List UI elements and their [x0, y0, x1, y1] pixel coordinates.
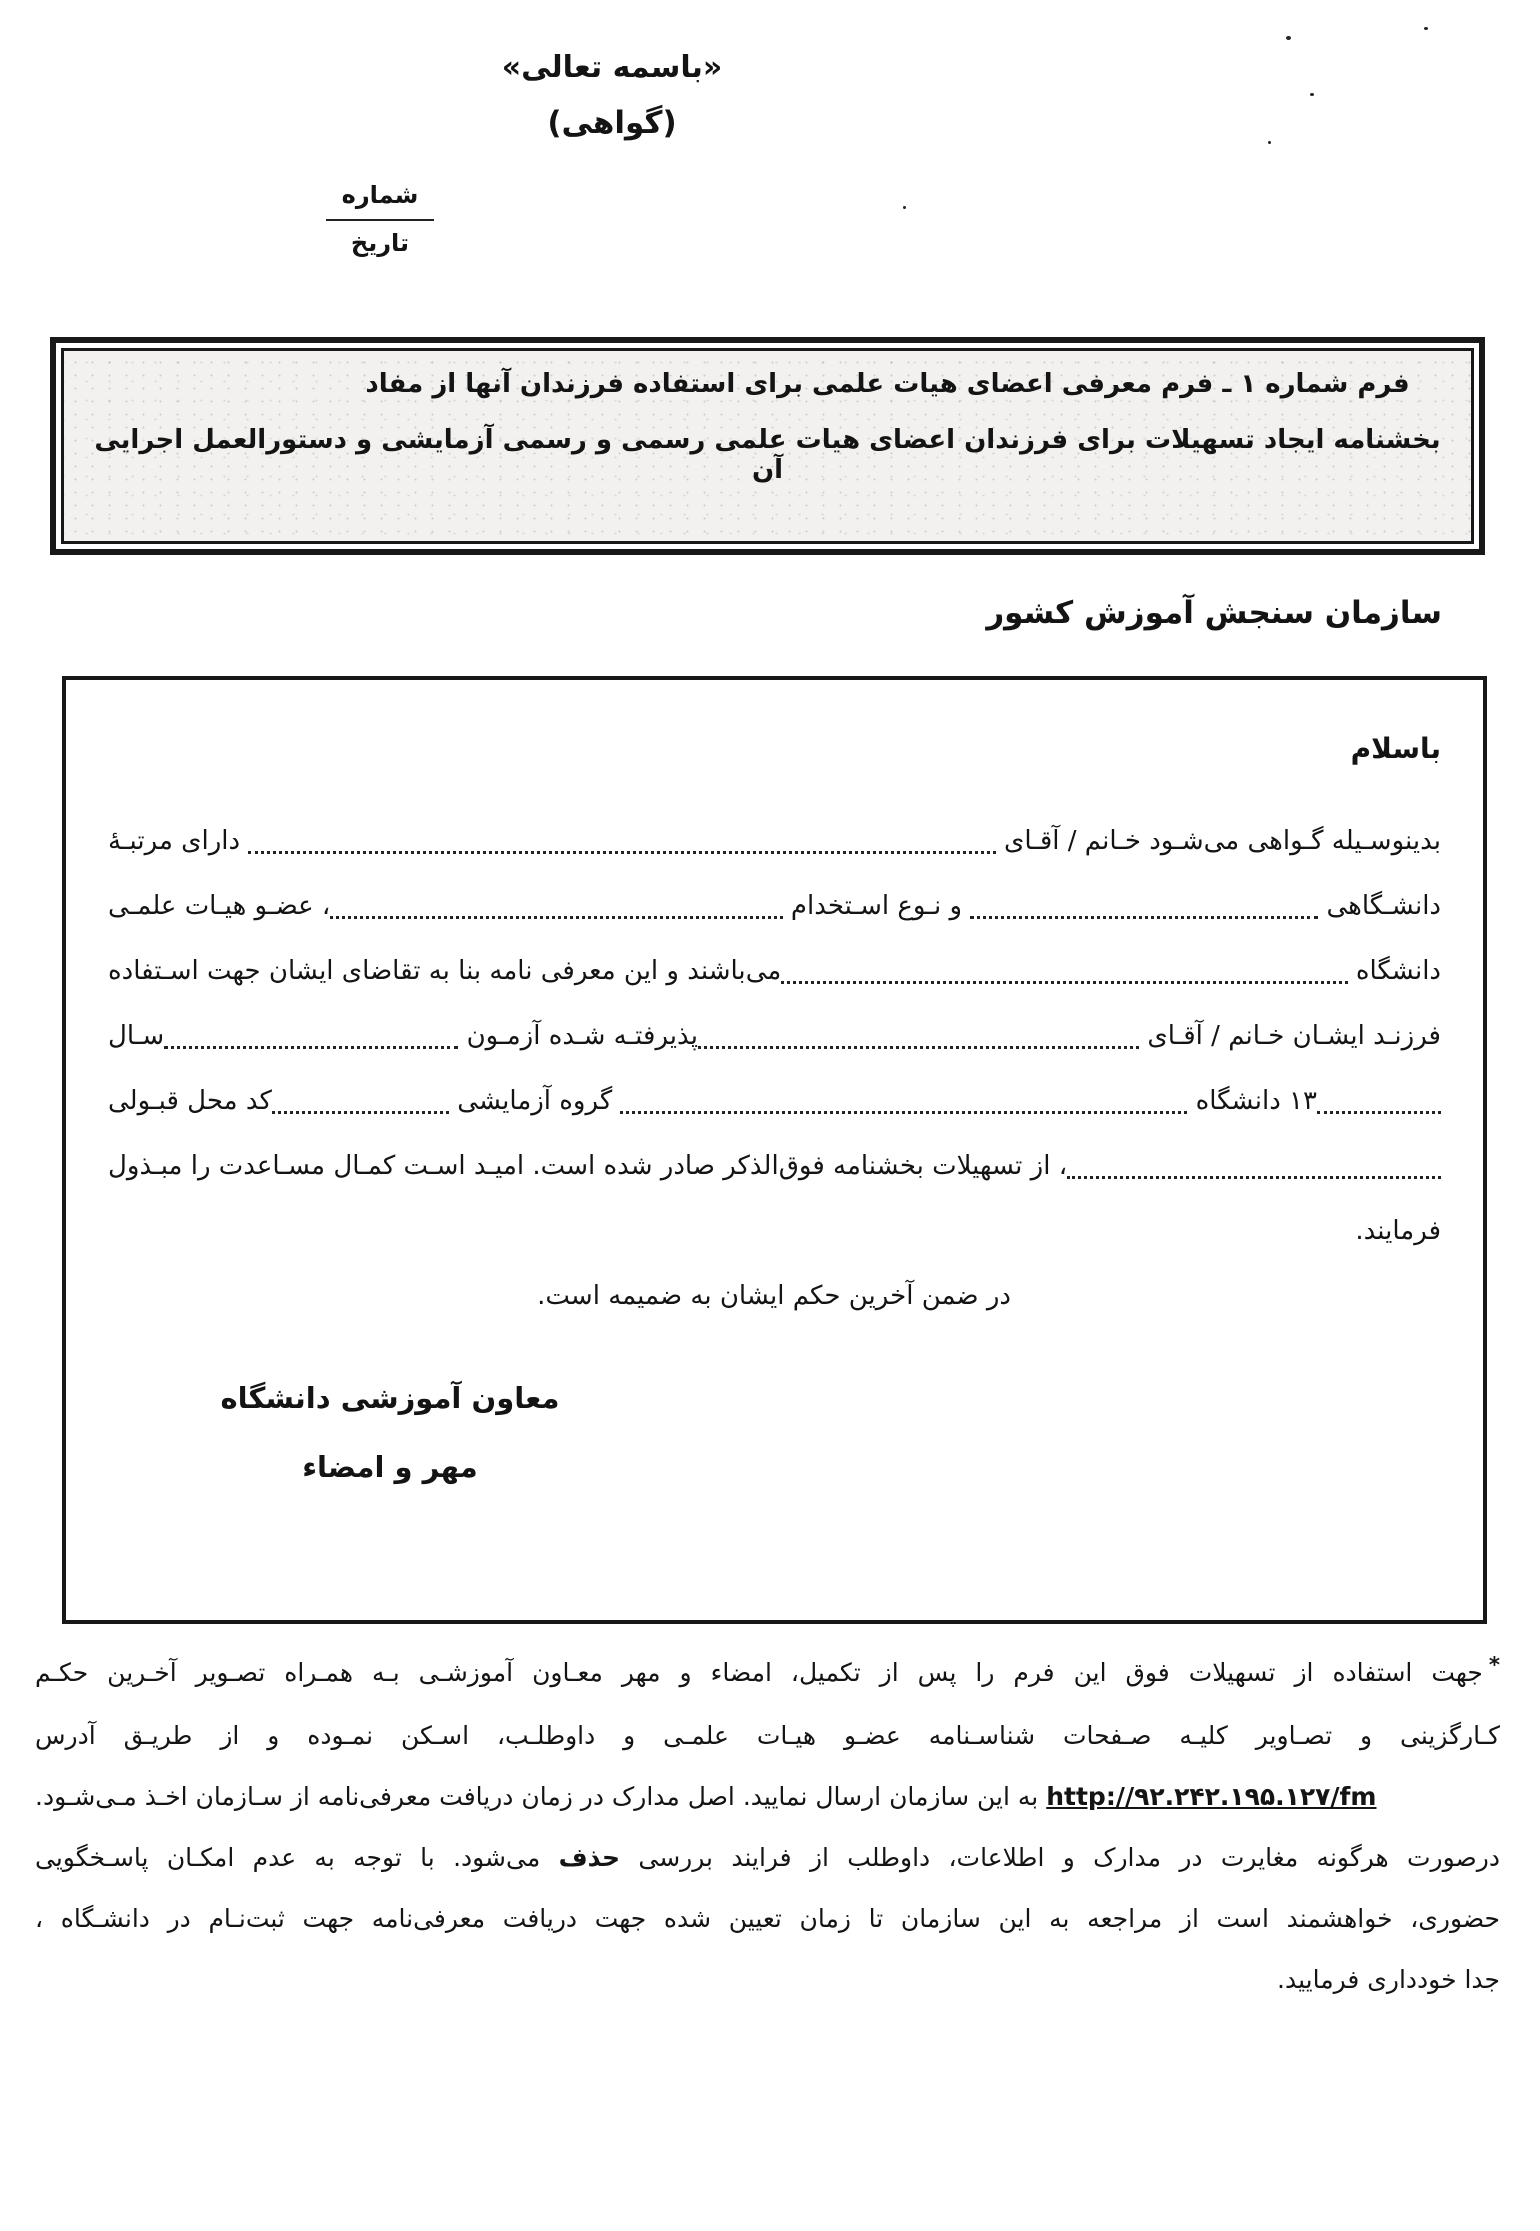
footnote-line	[35, 1949, 1500, 2010]
certificate-line	[108, 1264, 1441, 1329]
dotted-blank-field	[970, 916, 1318, 919]
text-segment: فرزنـد ایشـان خـانم / آقـای	[1139, 1021, 1441, 1051]
footnote-line	[35, 1827, 1500, 1888]
submission-url: http://۹۲.۲۴۲.۱۹۵.۱۲۷/fm	[1046, 1782, 1377, 1811]
dotted-blank-field	[248, 851, 995, 854]
footnote-asterisk: *	[1488, 1653, 1500, 1678]
date-label: تاریخ	[350, 229, 410, 257]
signature-block	[180, 1381, 600, 1484]
text-segment: به این سازمان ارسال نمایید. اصل مدارک در زمان دریافت معرفی‌نامه از سـازمان اخـذ مـی‌شـود.	[35, 1782, 1047, 1811]
salutation: باسلام	[1350, 732, 1441, 765]
scan-noise-dot	[1424, 27, 1428, 30]
certificate-line	[108, 874, 1441, 939]
text-segment: حذف	[558, 1843, 621, 1872]
certificate-body	[108, 809, 1441, 1329]
certificate-line	[108, 809, 1441, 874]
form-title-line1: فرم شماره ۱ ـ فرم معرفی اعضای هیات علمی برای استفاده فرزندان آنها از مفاد	[365, 369, 1410, 399]
text-segment: جدا خودداری فرمایید.	[1277, 1965, 1500, 1994]
organization-name: سازمان سنجش آموزش کشور	[986, 595, 1442, 631]
text-segment: پذیرفتـه شـده آزمـون	[458, 1021, 698, 1051]
signature-stamp-label: مهر و امضاء	[302, 1450, 478, 1484]
dotted-blank-field	[1317, 1111, 1441, 1114]
text-segment: دانشـگاهی	[1318, 891, 1441, 921]
text-segment: کد محل قبـولی	[108, 1086, 272, 1116]
footnote	[35, 1642, 1500, 2010]
text-segment: دانشگاه	[1347, 956, 1441, 986]
dotted-blank-field	[164, 1046, 458, 1049]
text-segment: درصورت هرگونه مغایرت در مدارک و اطلاعات، داوطلب از فرایند بررسی	[620, 1843, 1500, 1872]
text-segment: بدینوسـیله گـواهی می‌شـود خـانم / آقـای	[995, 826, 1441, 856]
scan-noise-dot	[903, 206, 906, 209]
text-segment: گروه آزمایشی	[449, 1086, 621, 1116]
text-segment: ، عضـو هیـات علمـی	[108, 891, 331, 921]
scan-noise-dot	[1286, 36, 1291, 40]
dotted-blank-field	[272, 1111, 449, 1114]
form-title-box	[50, 337, 1485, 555]
signature-role: معاون آموزشی دانشگاه	[220, 1381, 560, 1415]
text-segment: ۱۳ دانشگاه	[1187, 1086, 1317, 1116]
certificate-line	[108, 1199, 1441, 1264]
text-segment: و نـوع اسـتخدام	[782, 891, 971, 921]
text-segment: می‌باشند و این معرفی نامه بنا به تقاضای ایشان جهت اسـتفاده	[108, 956, 782, 986]
number-date-block	[326, 181, 434, 257]
certificate-line	[108, 939, 1441, 1004]
dotted-blank-field	[781, 981, 1347, 984]
text-segment: دارای مرتبـۀ	[108, 826, 249, 856]
dotted-blank-field	[330, 916, 782, 919]
text-segment: سـال	[108, 1021, 165, 1051]
dotted-blank-field	[698, 1046, 1139, 1049]
text-segment: کـارگزینی و تصـاویر کلیـه صـفحات شناسـنامه عضـو هیـات علمـی و داوطلـب، اسـکن نمـوده و از طریـق آدرس	[35, 1721, 1500, 1750]
footnote-line	[35, 1705, 1500, 1766]
certificate-line	[108, 1134, 1441, 1199]
certificate-box	[62, 676, 1487, 1624]
scan-noise-dot	[1268, 141, 1271, 144]
footnote-line	[35, 1766, 1500, 1827]
text-segment: جهت استفاده از تسهیلات فوق این فرم را پس از تکمیل، امضاء و مهر معـاون آموزشـی بـه همـراه تصـویر آخـرین حکـم	[35, 1658, 1483, 1687]
dotted-blank-field	[1067, 1176, 1441, 1179]
form-title-box-inner	[61, 348, 1474, 544]
certificate-heading: (گواهی)	[547, 105, 677, 141]
certificate-line	[108, 1004, 1441, 1069]
text-segment: حضوری، خواهشمند است از مراجعه به این سازمان تا زمان تعیین شده جهت دریافت معرفی‌نامه جهت ثبت‌نـام در دانشـگاه ،	[35, 1904, 1500, 1933]
number-label: شماره	[326, 181, 434, 221]
text-segment: می‌شود. با توجه به عدم امکـان پاسـخگویی	[35, 1843, 559, 1872]
text-segment: ، از تسهیلات بخشنامه فوق‌الذکر صادر شده است. امیـد اسـت کمـال مسـاعدت را مبـذول	[108, 1151, 1068, 1181]
certificate-line	[108, 1069, 1441, 1134]
document-header	[0, 0, 1540, 141]
dotted-blank-field	[620, 1111, 1187, 1114]
besmele-heading: «باسمه تعالی»	[501, 50, 723, 85]
footnote-line	[35, 1642, 1500, 1705]
text-segment: فرمایند.	[1355, 1216, 1441, 1246]
text-segment: در ضمن آخرین حکم ایشان به ضمیمه است.	[537, 1281, 1011, 1311]
form-title-line2: بخشنامه ایجاد تسهیلات برای فرزندان اعضای هیات علمی رسمی و رسمی آزمایشی و دستورالعمل اجرایی آن	[94, 425, 1441, 485]
footnote-line	[35, 1888, 1500, 1949]
scan-noise-dot	[1310, 93, 1314, 96]
